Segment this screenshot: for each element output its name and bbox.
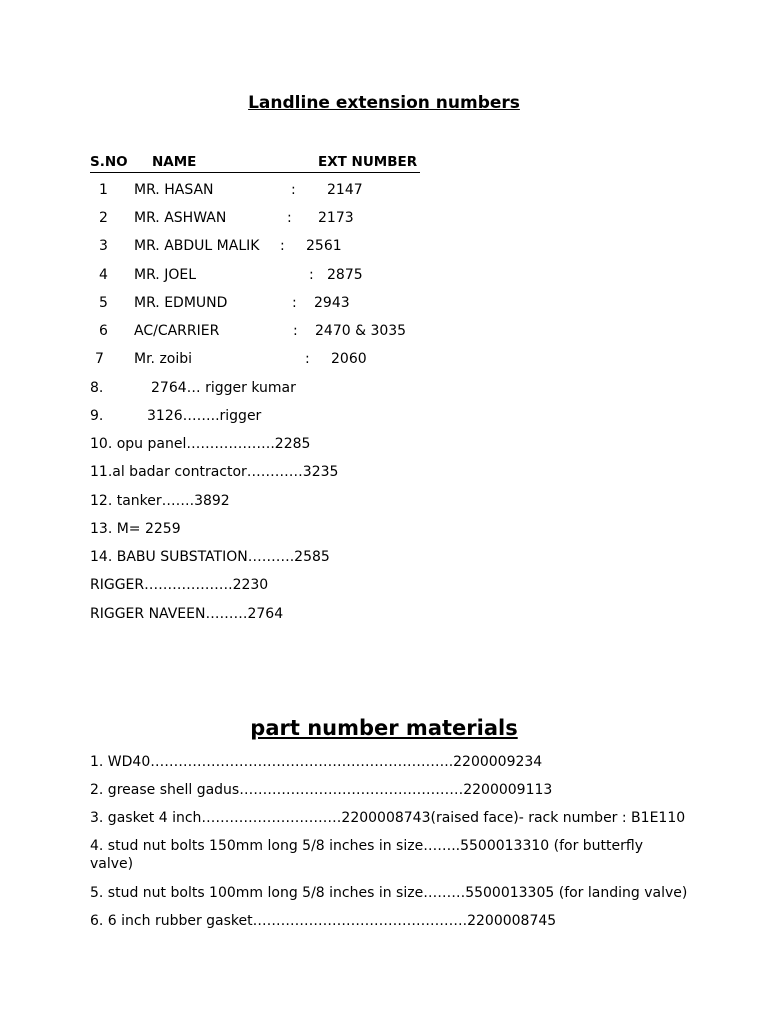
row-sep: : bbox=[305, 351, 310, 367]
row-sno: 5 bbox=[99, 295, 108, 311]
row-name: MR. ASHWAN bbox=[134, 210, 227, 226]
row-sep: : bbox=[287, 210, 292, 226]
row-sep: : bbox=[292, 295, 297, 311]
material-item: 6. 6 inch rubber gasket……………………………………….2200008745 bbox=[90, 913, 557, 929]
item-text: 2764… rigger kumar bbox=[151, 380, 296, 396]
row-sno: 7 bbox=[95, 351, 104, 367]
header-name: NAME bbox=[152, 154, 197, 170]
material-item: 3. gasket 4 inch…………………………2200008743(raised face)- rack number : B1E110 bbox=[90, 810, 686, 826]
row-ext: 2147 bbox=[327, 182, 363, 198]
row-ext: 2875 bbox=[327, 267, 363, 283]
row-sep: : bbox=[280, 238, 285, 254]
list-item: 11.al badar contractor…………3235 bbox=[90, 464, 339, 480]
material-item: 5. stud nut bolts 100mm long 5/8 inches in size………5500013305 (for landing valve) bbox=[90, 885, 688, 901]
row-ext: 2173 bbox=[318, 210, 354, 226]
row-name: MR. ABDUL MALIK bbox=[134, 238, 260, 254]
header-sno: S.NO bbox=[90, 154, 128, 170]
section-title: part number materials bbox=[250, 716, 518, 740]
list-item: RIGGER……………….2230 bbox=[90, 577, 269, 593]
row-name: MR. EDMUND bbox=[134, 295, 228, 311]
row-ext: 2943 bbox=[314, 295, 350, 311]
row-name: AC/CARRIER bbox=[134, 323, 220, 339]
row-ext: 2561 bbox=[306, 238, 342, 254]
list-item: RIGGER NAVEEN………2764 bbox=[90, 606, 284, 622]
row-ext: 2060 bbox=[331, 351, 367, 367]
row-name: MR. JOEL bbox=[134, 267, 197, 283]
page-title: Landline extension numbers bbox=[248, 93, 520, 113]
row-sep: : bbox=[291, 182, 296, 198]
row-sno: 6 bbox=[99, 323, 108, 339]
row-sno: 4 bbox=[99, 267, 108, 283]
row-name: MR. HASAN bbox=[134, 182, 214, 198]
list-item: 12. tanker…….3892 bbox=[90, 493, 230, 509]
row-sno: 1 bbox=[99, 182, 108, 198]
item-number: 8. bbox=[90, 380, 104, 396]
item-text: 3126……..rigger bbox=[147, 408, 262, 424]
list-item: 13. M= 2259 bbox=[90, 521, 181, 537]
material-item: 4. stud nut bolts 150mm long 5/8 inches in size……..5500013310 (for butterfly valve) bbox=[90, 838, 643, 872]
list-item: 10. opu panel……………….2285 bbox=[90, 436, 311, 452]
item-number: 9. bbox=[90, 408, 104, 424]
row-sno: 3 bbox=[99, 238, 108, 254]
row-sep: : bbox=[309, 267, 314, 283]
row-sno: 2 bbox=[99, 210, 108, 226]
row-sep: : bbox=[293, 323, 298, 339]
material-item: 2. grease shell gadus…………………………………………2200009113 bbox=[90, 782, 553, 798]
row-name: Mr. zoibi bbox=[134, 351, 193, 367]
table-header bbox=[90, 154, 420, 173]
header-ext: EXT NUMBER bbox=[318, 154, 418, 170]
row-ext: 2470 & 3035 bbox=[315, 323, 407, 339]
material-item: 1. WD40………………………………………………………..2200009234 bbox=[90, 754, 543, 770]
list-item: 14. BABU SUBSTATION……….2585 bbox=[90, 549, 330, 565]
